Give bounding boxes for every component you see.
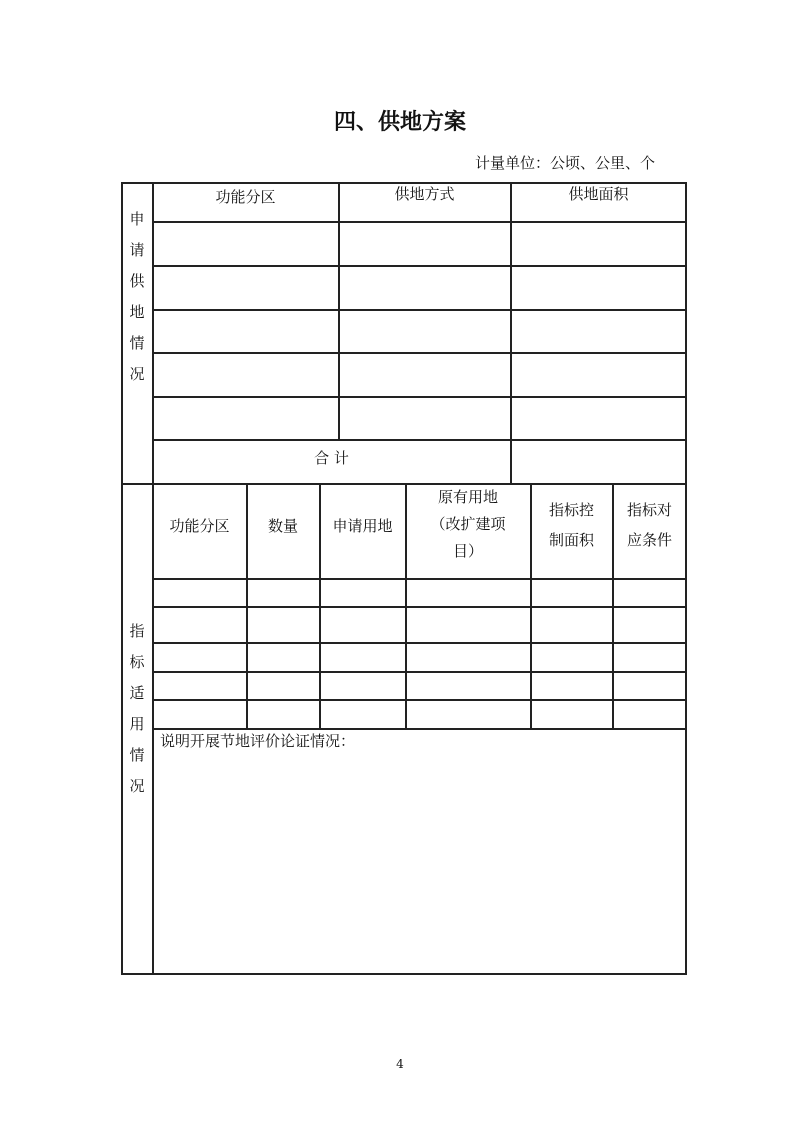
side-char: 情 (129, 746, 145, 764)
side-char: 况 (129, 365, 145, 383)
side-char: 况 (129, 777, 145, 795)
table-line (152, 606, 686, 608)
side-char: 适 (129, 684, 145, 702)
header-indicator-control-area (531, 497, 612, 554)
table-line (152, 396, 686, 398)
side-char: 标 (129, 653, 145, 671)
table-line (121, 182, 687, 184)
table-line (152, 578, 686, 580)
header-line: 原有用地 (437, 488, 498, 506)
header-line: 指标控 (548, 501, 594, 519)
side-label-supply (127, 204, 147, 390)
table-line (510, 182, 512, 484)
table-line (338, 182, 340, 440)
header-applied-land: 申请用地 (332, 517, 393, 535)
table-line (121, 973, 687, 975)
header-function-zone: 功能分区 (215, 188, 276, 206)
page-number: 4 (396, 1057, 404, 1071)
header-line: 指标对 (626, 501, 672, 519)
header-line: 应条件 (626, 531, 672, 549)
table-line (121, 182, 123, 975)
unit-note: 计量单位：公顷、公里、个 (474, 154, 655, 172)
side-char: 供 (129, 272, 145, 290)
table-line (152, 699, 686, 701)
table-line (152, 265, 686, 267)
table-line (121, 483, 687, 485)
notes-area[interactable] (154, 752, 684, 972)
table-line (152, 352, 686, 354)
table-line (152, 221, 686, 223)
page-title: 四、供地方案 (333, 110, 466, 135)
table-line (152, 309, 686, 311)
table-line (152, 439, 686, 441)
side-char: 情 (129, 334, 145, 352)
table-line (152, 728, 686, 730)
side-char: 用 (129, 715, 145, 733)
table-line (152, 642, 686, 644)
header-line: 制面积 (548, 531, 594, 549)
total-label: 合 计 (314, 449, 349, 467)
side-char: 申 (129, 210, 145, 228)
header-line: （改扩建项 (430, 515, 506, 533)
header-quantity: 数量 (267, 517, 298, 535)
notes-label: 说明开展节地评价论证情况： (160, 732, 356, 750)
header-supply-method: 供地方式 (394, 185, 455, 203)
side-char: 指 (129, 622, 145, 640)
header-function-zone-2: 功能分区 (169, 517, 230, 535)
header-supply-area: 供地面积 (568, 185, 629, 203)
header-indicator-conditions (613, 497, 686, 554)
table-line (152, 671, 686, 673)
side-char: 请 (129, 241, 145, 259)
side-label-indicator (127, 616, 147, 802)
header-line: 目） (452, 542, 483, 560)
header-existing-land (406, 484, 530, 565)
side-char: 地 (129, 303, 145, 321)
